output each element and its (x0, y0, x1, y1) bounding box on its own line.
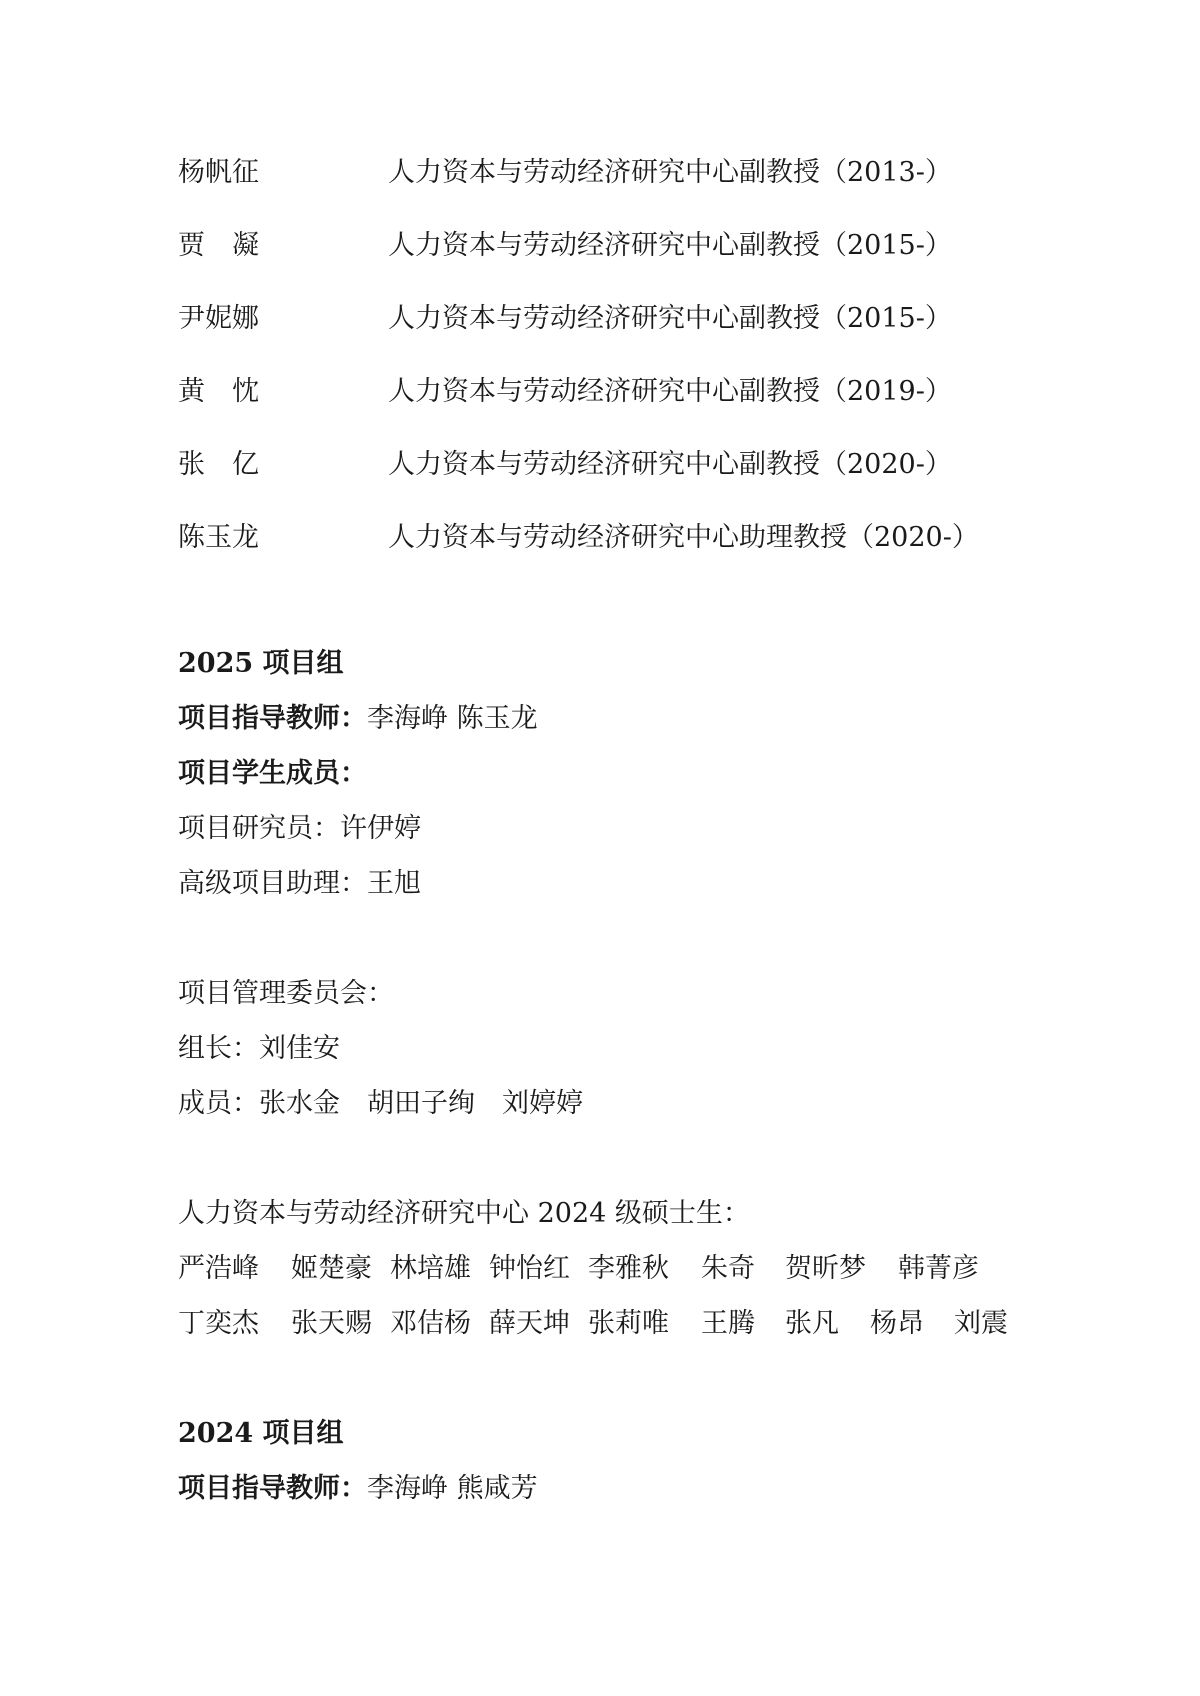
faculty-row (178, 302, 1078, 336)
faculty-name: 杨帆征 (178, 157, 259, 188)
students-label: 项目学生成员： (178, 758, 367, 789)
student-name: 贺昕梦 (785, 1253, 866, 1284)
student-name: 丁奕杰 (178, 1308, 259, 1339)
faculty-row (178, 229, 1078, 263)
faculty-name: 陈玉龙 (178, 522, 259, 553)
student-name: 王腾 (701, 1308, 755, 1339)
faculty-row (178, 521, 1078, 555)
student-name: 严浩峰 (178, 1253, 259, 1284)
researcher-line: 项目研究员：许伊婷 (178, 813, 421, 844)
masters-row-2 (178, 1307, 1078, 1341)
senior-assistant-line: 高级项目助理：王旭 (178, 868, 421, 899)
student-name: 杨昂 (870, 1308, 924, 1339)
student-name: 姬楚豪 (291, 1253, 372, 1284)
faculty-name: 黄 忱 (178, 376, 259, 407)
advisor-names: 李海峥 熊咸芳 (367, 1473, 538, 1504)
masters-label: 人力资本与劳动经济研究中心 2024 级硕士生： (178, 1198, 750, 1229)
faculty-title: 人力资本与劳动经济研究中心副教授（2013-） (388, 157, 952, 188)
student-name: 李雅秋 (588, 1253, 669, 1284)
student-name: 张莉唯 (588, 1308, 669, 1339)
faculty-title: 人力资本与劳动经济研究中心副教授（2020-） (388, 449, 952, 480)
student-name: 林培雄 (390, 1253, 471, 1284)
student-name: 张天赐 (291, 1308, 372, 1339)
faculty-row (178, 375, 1078, 409)
group-2025-advisors-line (178, 702, 538, 736)
faculty-row (178, 156, 1078, 190)
faculty-title: 人力资本与劳动经济研究中心助理教授（2020-） (388, 522, 979, 553)
faculty-name: 张 亿 (178, 449, 259, 480)
student-name: 韩菁彦 (898, 1253, 979, 1284)
student-name: 邓佶杨 (390, 1308, 471, 1339)
committee-members-line: 成员：张水金 胡田子绚 刘婷婷 (178, 1088, 583, 1119)
faculty-title: 人力资本与劳动经济研究中心副教授（2015-） (388, 303, 952, 334)
faculty-name: 尹妮娜 (178, 303, 259, 334)
group-2024-advisors-line (178, 1472, 538, 1506)
group-2024-heading: 2024 项目组 (178, 1418, 344, 1449)
advisor-label: 项目指导教师： (178, 1473, 367, 1504)
student-name: 张凡 (785, 1308, 839, 1339)
faculty-name: 贾 凝 (178, 230, 259, 261)
student-name: 钟怡红 (489, 1253, 570, 1284)
student-name: 刘震 (954, 1308, 1008, 1339)
faculty-row (178, 448, 1078, 482)
committee-leader-line: 组长：刘佳安 (178, 1033, 340, 1064)
student-name: 薛天坤 (489, 1308, 570, 1339)
group-2025-heading: 2025 项目组 (178, 648, 344, 679)
advisor-names: 李海峥 陈玉龙 (367, 703, 538, 734)
advisor-label: 项目指导教师： (178, 703, 367, 734)
committee-label: 项目管理委员会： (178, 978, 394, 1009)
student-name: 朱奇 (701, 1253, 755, 1284)
masters-row-1 (178, 1252, 1078, 1286)
faculty-title: 人力资本与劳动经济研究中心副教授（2019-） (388, 376, 952, 407)
faculty-title: 人力资本与劳动经济研究中心副教授（2015-） (388, 230, 952, 261)
